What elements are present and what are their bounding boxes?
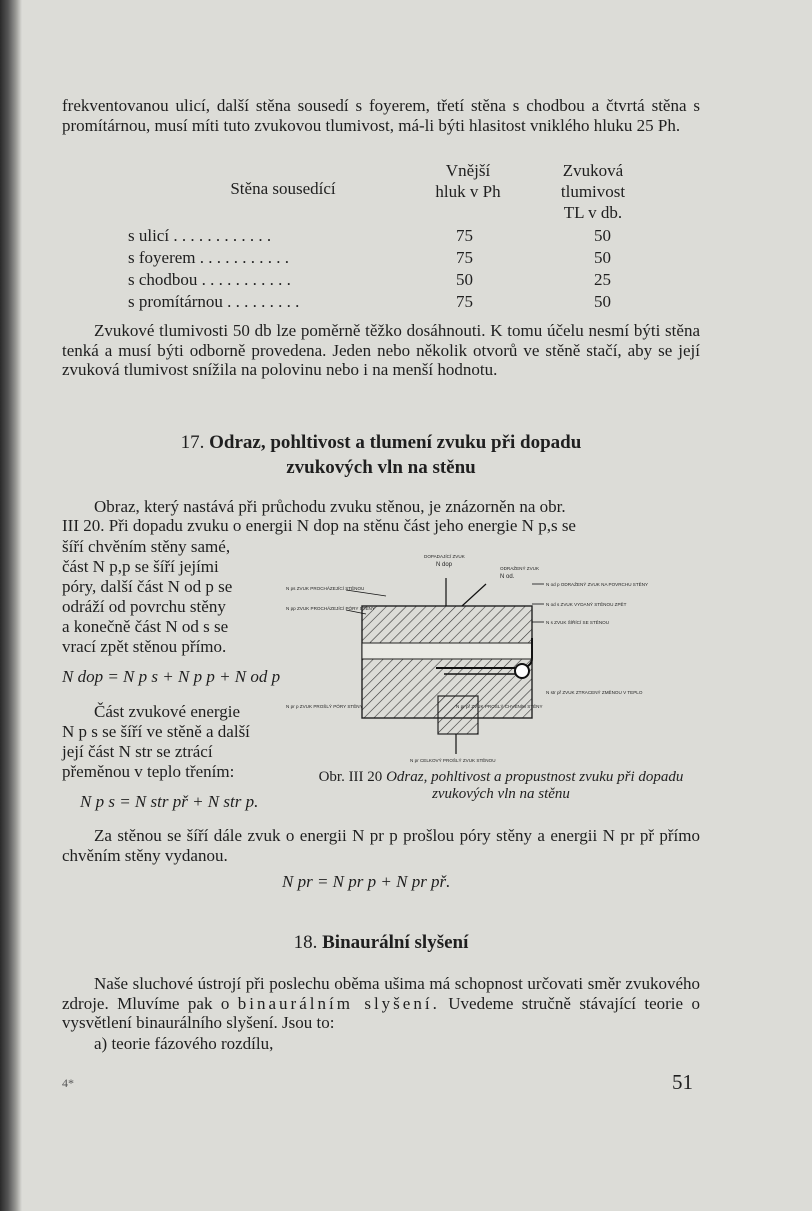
section-18-number: 18. [293,932,318,953]
figure-caption [296,769,706,803]
row-label: s ulicí . . . . . . . . . . . . [128,226,272,245]
section-17-title-line2: zvukových vln na stěnu [286,457,476,478]
section-17-line1: Obraz, který nastává při průchodu zvuku stěnou, je znázorněn na obr. [94,497,566,516]
row-noise: 75 [456,292,473,311]
row-label: s promítárnou . . . . . . . . . [128,292,300,311]
wall-base [438,696,478,734]
wrap-line: Část zvukové energie [94,702,241,721]
signature-mark: 4* [62,1076,74,1090]
wrap-line: přeměnou v teplo třením: [62,762,235,781]
label-right4: N str př ZVUK ZTRACENÝ ZMĚNOU V TEPLO [546,690,643,695]
table-header-wall: Stěna sousedící [230,179,336,198]
reflected-arrow [462,584,486,606]
wrap-line: N p s se šíří ve stěně a další [62,722,250,741]
section-18-item-a: a) teorie fázového rozdílu, [94,1034,274,1053]
table-row [128,292,648,314]
section-17-title-line1: Odraz, pohltivost a tlumení zvuku při dopadu [209,432,582,453]
wall-pore-channel [362,643,532,659]
table-header-noise-line2: hluk v Ph [435,182,501,201]
heat-loss-circle [515,664,529,678]
row-damping: 25 [594,270,611,289]
page-number: 51 [672,1070,693,1094]
wrap-line: vrací zpět stěnou přímo. [62,637,227,656]
table-header-damping-line1: Zvuková [562,161,624,180]
figure-caption-prefix: Obr. III 20 [318,769,383,785]
row-label: s foyerem . . . . . . . . . . . [128,248,290,267]
label-left2: N pp ZVUK PROCHÁZEJÍCÍ PÓRY STĚNY [286,606,375,611]
table-header-damping [538,160,648,223]
section-18-spaced-term: binaurálním slyšení. [237,993,440,1013]
section-17-wrapped-text-2 [62,702,284,722]
section-18-paragraph [62,974,700,1033]
figure-caption-title: Odraz, pohltivost a propustnost zvuku při dopadu zvukových vln na stěnu [386,769,684,802]
row-noise: 75 [456,248,473,267]
row-noise: 75 [456,226,473,245]
row-noise: 50 [456,270,473,289]
label-left1: N ps ZVUK PROCHÁZEJÍCÍ STĚNOU [286,586,365,591]
section-17-after-figure: Za stěnou se šíří dále zvuk o energii N pr p prošlou póry stěny a energii N pr př přímo chvěním stěny vydanou. [62,826,700,865]
row-damping: 50 [594,248,611,267]
paragraph-after-table: Zvukové tlumivosti 50 db lze poměrně těžko dosáhnouti. K tomu účelu nesmí býti stěna tenká a musí býti odborně provedena. Jeden nebo několik otvorů ve stěně stačí, aby se její zvuková tlumivost snížila na polovinu nebo i na menší hodnotu. [62,321,700,379]
section-18-heading [62,930,700,955]
row-damping: 50 [594,292,611,311]
wrap-line: část N p,p se šíří jejími [62,557,219,576]
wrap-line: její část N str se ztrácí [62,742,213,761]
row-damping: 50 [594,226,611,245]
label-incident: DOPADAJÍCÍ ZVUK [424,554,465,559]
label-reflected: ODRAŽENÝ ZVUK [500,566,540,571]
label-right2: N od s ZVUK VYDANÝ STĚNOU ZPĚT [546,602,627,607]
label-bottom1: N pr p ZVUK PROŠLÝ PÓRY STĚNY [286,704,363,709]
section-17-heading [62,430,700,480]
wall-sound-diagram [286,548,704,778]
table-row [128,248,648,270]
section-17-number: 17. [180,432,205,453]
intro-paragraph: frekventovanou ulicí, další stěna sousedí s foyerem, třetí stěna s chodbou a čtvrtá stěna s promítárnou, musí míti tuto zvukovou tlumivost, má-li býti hlasitost vnikléhо hluku 25 Ph. [62,96,700,135]
wrap-line: a konečně část N od s se [62,617,229,636]
table-header-noise-line1: Vnější [445,161,491,180]
table-header-damping-line2: tlumivost [560,182,626,201]
equation-3: N pr = N pr p + N pr př. [282,872,451,891]
section-17-wrapped-text-3 [62,722,284,782]
wrap-line: šíří chvěním stěny samé, [62,537,231,556]
label-right1: N od p ODRAŽENÝ ZVUK NA POVRCHU STĚNY [546,582,649,587]
section-17-line2: III 20. Při dopadu zvuku o energii N dop na stěnu část jeho energie N p,s se [62,516,576,535]
section-18-text2: Uvedeme stručně stávající teorie o vysvětlení binaurálního slyšení. Jsou to: [62,993,700,1032]
label-nod: N od. [500,574,515,580]
table-header-damping-line3: TL v db. [563,203,623,222]
table-header-noise [398,160,538,202]
section-17-wrapped-text [62,537,284,657]
label-bottom3: N pr CELKOVÝ PROŠLÝ ZVUK STĚNOU [410,758,496,763]
wrap-line: póry, další část N od p se [62,577,233,596]
label-right3: N s ZVUK ŠÍŘÍCÍ SE STĚNOU [546,620,610,625]
section-18-title: Binaurální slyšení [322,932,469,953]
row-label: s chodbou . . . . . . . . . . . [128,270,291,289]
wrap-line: odráží od povrchu stěny [62,597,226,616]
table-row [128,270,648,292]
equation-1: N dop = N p s + N p p + N od p [62,667,281,686]
label-ndop: N dop [436,562,453,568]
table-row [128,226,648,248]
equation-2: N p s = N str př + N str p. [80,792,259,811]
label-bottom2: N pr př ZVUK PROŠLÝ CHVĚNÍM STĚNY [456,704,543,709]
section-18-text1: Naše sluchové ústrojí při poslechu oběma ušima má schopnost určovati směr zvukového zdroje. Mluvíme pak o [62,974,700,1013]
